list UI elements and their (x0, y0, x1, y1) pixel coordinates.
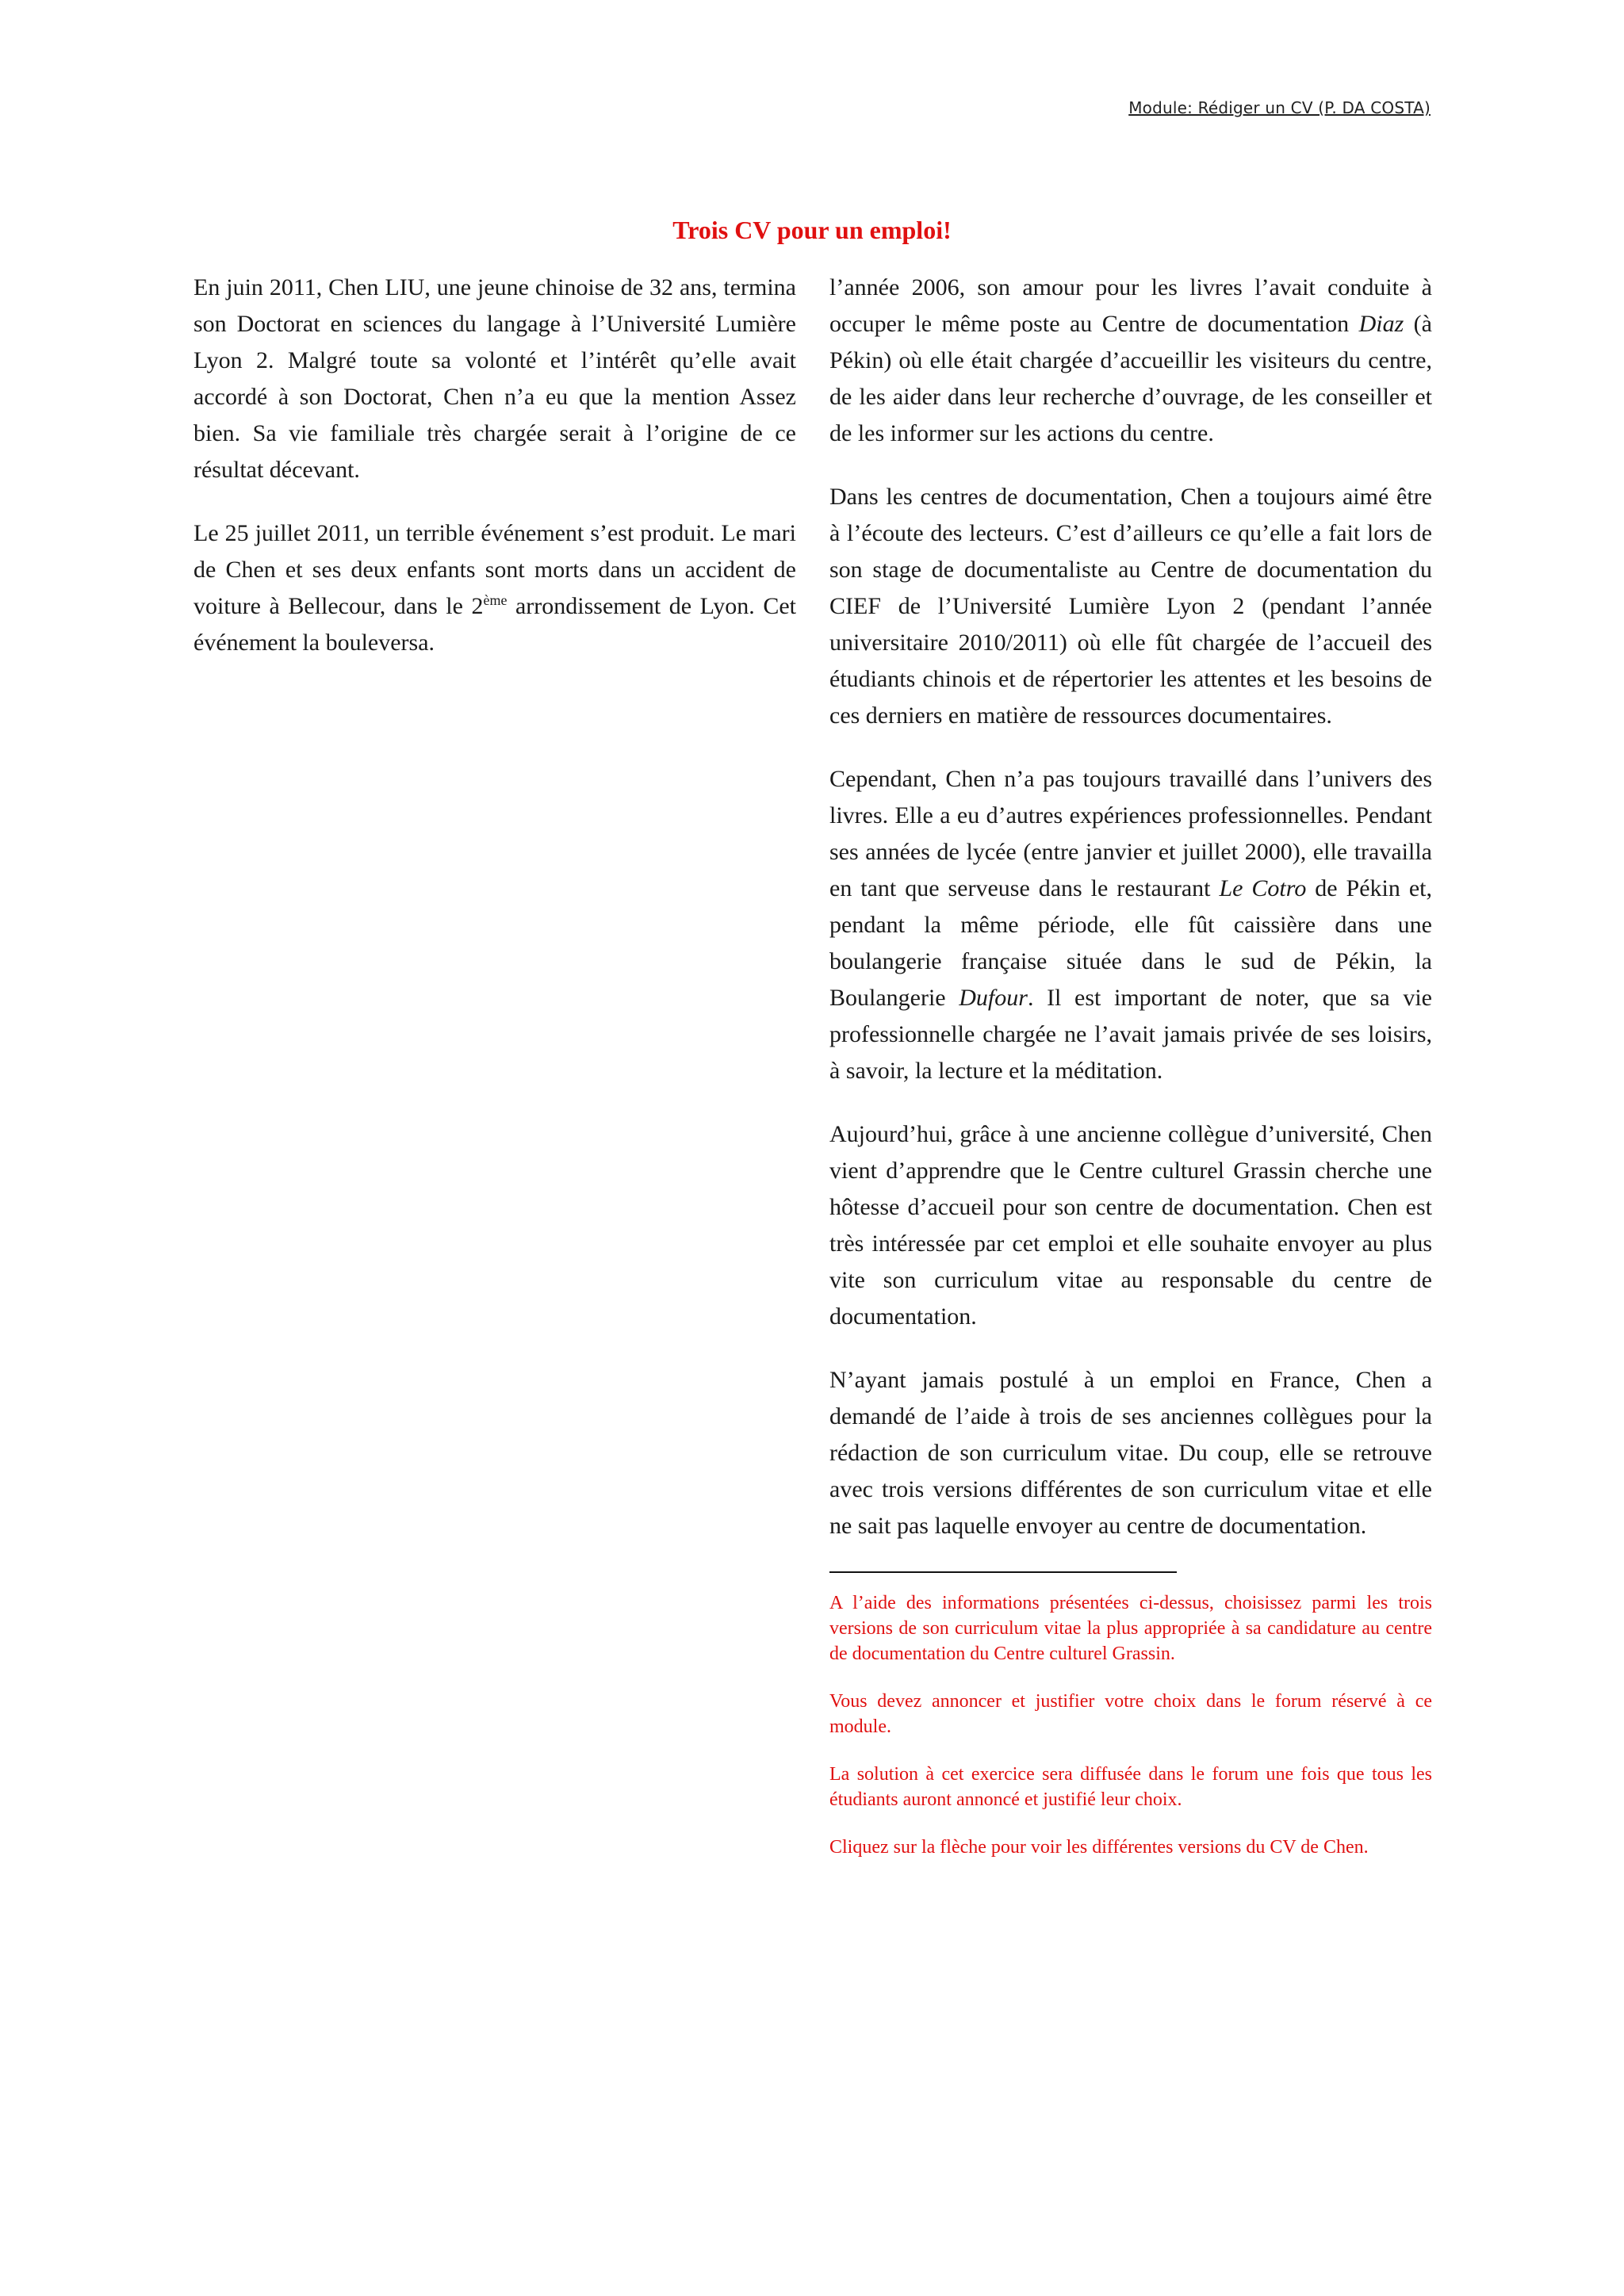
paragraph-text: arrondissement de Lyon. Cet événement la bouleversa. (193, 593, 796, 656)
instructions (829, 1590, 1432, 1860)
page-title: Trois CV pour un emploi! (672, 216, 952, 244)
paragraph-text: . Il est important de noter, que sa vie professionnelle chargée ne l’avait jamais privée de ses loisirs, à savoir, la lecture et la méditation. (829, 985, 1432, 1084)
instruction: La solution à cet exercice sera diffusée dans le forum une fois que tous les étudiants auront annoncé et justifié leur choix. (829, 1764, 1432, 1810)
paragraph-text: de Pékin et, pendant la même période, elle fût caissière dans une boulangerie française située dans le sud de Pékin, la Boulangerie (829, 875, 1432, 1011)
paragraph-text: Cependant, Chen n’a pas toujours travaillé dans l’univers des livres. Elle a eu d’autres expériences professionnelles. Pendant ses années de lycée (entre janvier et juillet 2000), elle travailla en tant que serveuse dans le restaurant (829, 766, 1432, 901)
paragraph (829, 761, 1432, 1089)
italic-name: Le Cotro (1219, 875, 1307, 901)
paragraph: Aujourd’hui, grâce à une ancienne collègue d’université, Chen vient d’apprendre que le Centre culturel Grassin cherche une hôtesse d’accueil pour son centre de documentation. Chen est très intéressée par cet emploi et elle souhaite envoyer au plus vite son curriculum vitae au responsable du centre de documentation. (829, 1121, 1432, 1330)
italic-name: Diaz (1358, 311, 1404, 337)
paragraph: Dans les centres de documentation, Chen a toujours aimé être à l’écoute des lecteurs. C’est d’ailleurs ce qu’elle a fait lors de son stage de documentaliste au Centre de documentation du CIEF de l’Université Lumière Lyon 2 (pendant l’année universitaire 2010/2011) où elle fût chargée de l’accueil des étudiants chinois et de répertorier les attentes et les besoins de ces derniers en matière de ressources documentaires. (829, 484, 1432, 729)
module-header-note: Module: Rédiger un CV (P. DA COSTA) (1128, 98, 1431, 117)
superscript: ème (483, 592, 508, 608)
paragraph: N’ayant jamais postulé à un emploi en France, Chen a demandé de l’aide à trois de ses anciennes collègues pour la rédaction de son curriculum vitae. Du coup, elle se retrouve avec trois versions différentes de son curriculum vitae et elle ne sait pas laquelle envoyer au centre de documentation. (829, 1367, 1432, 1539)
paragraph-text: (à Pékin) où elle était chargée d’accueillir les visiteurs du centre, de les aider dans leur recherche d’ouvrage, de les conseiller et de les informer sur les actions du centre. (829, 311, 1432, 446)
right-column (829, 270, 1432, 1860)
paragraph-text: Le 25 juillet 2011, un terrible événement s’est produit. Le mari de Chen et ses deux enfants sont morts dans un accident de voiture à Bellecour, dans le 2 (193, 520, 796, 619)
instruction: Cliquez sur la flèche pour voir les différentes versions du CV de Chen. (829, 1837, 1369, 1858)
paragraph (829, 270, 1432, 452)
paragraph: En juin 2011, Chen LIU, une jeune chinoise de 32 ans, termina son Doctorat en sciences du langage à l’Université Lumière Lyon 2. Malgré toute sa volonté et l’intérêt qu’elle avait accordé à son Doctorat, Chen n’a eu que la mention Assez bien. Sa vie familiale très chargée serait à l’origine de ce résultat décevant. (193, 274, 796, 483)
left-column (193, 270, 796, 661)
instruction: Vous devez annoncer et justifier votre choix dans le forum réservé à ce module. (829, 1691, 1432, 1737)
divider (829, 1571, 1177, 1573)
paragraph-text: l’année 2006, son amour pour les livres l’avait conduite à occuper le même poste au Centre de documentation (829, 274, 1432, 337)
paragraph (193, 515, 796, 661)
instruction: A l’aide des informations présentées ci-dessus, choisissez parmi les trois versions de son curriculum vitae la plus appropriée à sa candidature au centre de documentation du Centre culturel Grassin. (829, 1593, 1432, 1664)
italic-name: Dufour (959, 985, 1028, 1011)
